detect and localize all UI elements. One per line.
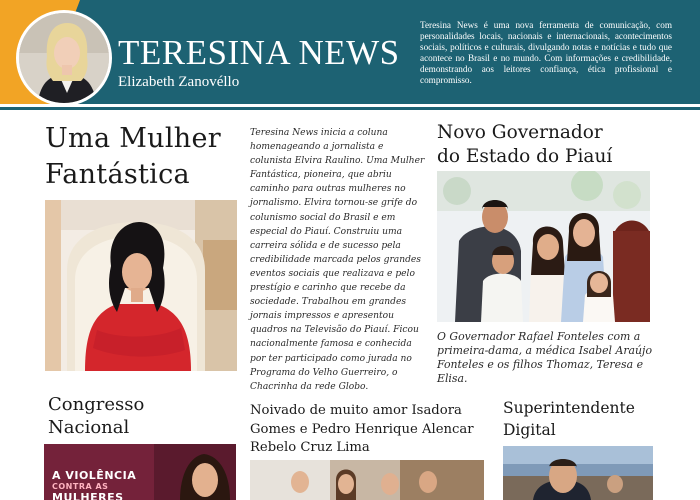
article-body-elvira: Teresina News inicia a coluna homenageando a jornalista e colunista Elvira Raulino. Uma Mulher Fantástica, pioneira, que abriu caminho para outras mulheres no jornalismo. Elvira tornou-se grife do colunismo social do Brasil e em especial do Piauí. Construiu uma carreira sólida e de sucesso pela credibilidade marcada pelos grandes eventos sociais que realizava e pelo prestígio e carinho que recebe da sociedade. Trabalhou em grandes jornais impressos e apresentou quadros na Televisão do Piauí. Ficou nacionalmente famosa e conhecida por ter participado como jurada no Programa do Velho Guerreiro, o Chacrinha da rede Globo. [250, 128, 425, 392]
campaign-line: MULHERES [52, 491, 124, 500]
masthead-description: Teresina News é uma nova ferramenta de comunicação, com personalidades locais, nacionais e internacionais, acontecimentos sociais, políticos e culturais, divulgando notas e notícias e tudo que acontece no Brasil e no mundo. Com informações e credibilidade, demonstrando aos leitores confiança, ética profissional e compromisso. [420, 20, 672, 85]
violence-campaign-text [52, 470, 172, 500]
headline-line: Digital [503, 421, 556, 439]
headline-line: Uma Mulher [45, 123, 221, 154]
headline-line: Nacional [48, 417, 130, 438]
headline-line: Fantástica [45, 159, 190, 190]
headline-mulher-fantastica [45, 121, 245, 193]
caption-governador: O Governador Rafael Fonteles com a primeira-dama, a médica Isabel Araújo Fonteles e os filhos Thomaz, Teresa e Elisa. [437, 330, 652, 386]
headline-novo-governador [437, 121, 662, 169]
masthead-title: TERESINA NEWS [118, 33, 400, 72]
masthead [0, 0, 700, 106]
headline-superintendente-digital [503, 397, 663, 441]
photo-congresso-nacional [44, 444, 236, 500]
headline-congresso-nacional [48, 393, 178, 439]
headline-noivado: Noivado de muito amor Isadora Gomes e Pedro Henrique Alencar Rebelo Cruz Lima [250, 403, 474, 455]
columnist-avatar [16, 10, 112, 106]
headline-line: Superintendente [503, 399, 635, 417]
photo-governador-familia [437, 171, 650, 322]
campaign-line: CONTRA AS [52, 482, 109, 491]
photo-elvira-raulino [45, 200, 237, 371]
photo-noivado [250, 460, 484, 500]
headline-line: Congresso [48, 394, 145, 415]
masthead-divider-lower [0, 107, 700, 110]
photo-superintendente [503, 446, 653, 500]
headline-line: Novo Governador [437, 122, 603, 143]
headline-line: do Estado do Piauí [437, 146, 613, 167]
campaign-line: A VIOLÊNCIA [52, 469, 137, 482]
masthead-author: Elizabeth Zanovéllo [118, 74, 240, 90]
